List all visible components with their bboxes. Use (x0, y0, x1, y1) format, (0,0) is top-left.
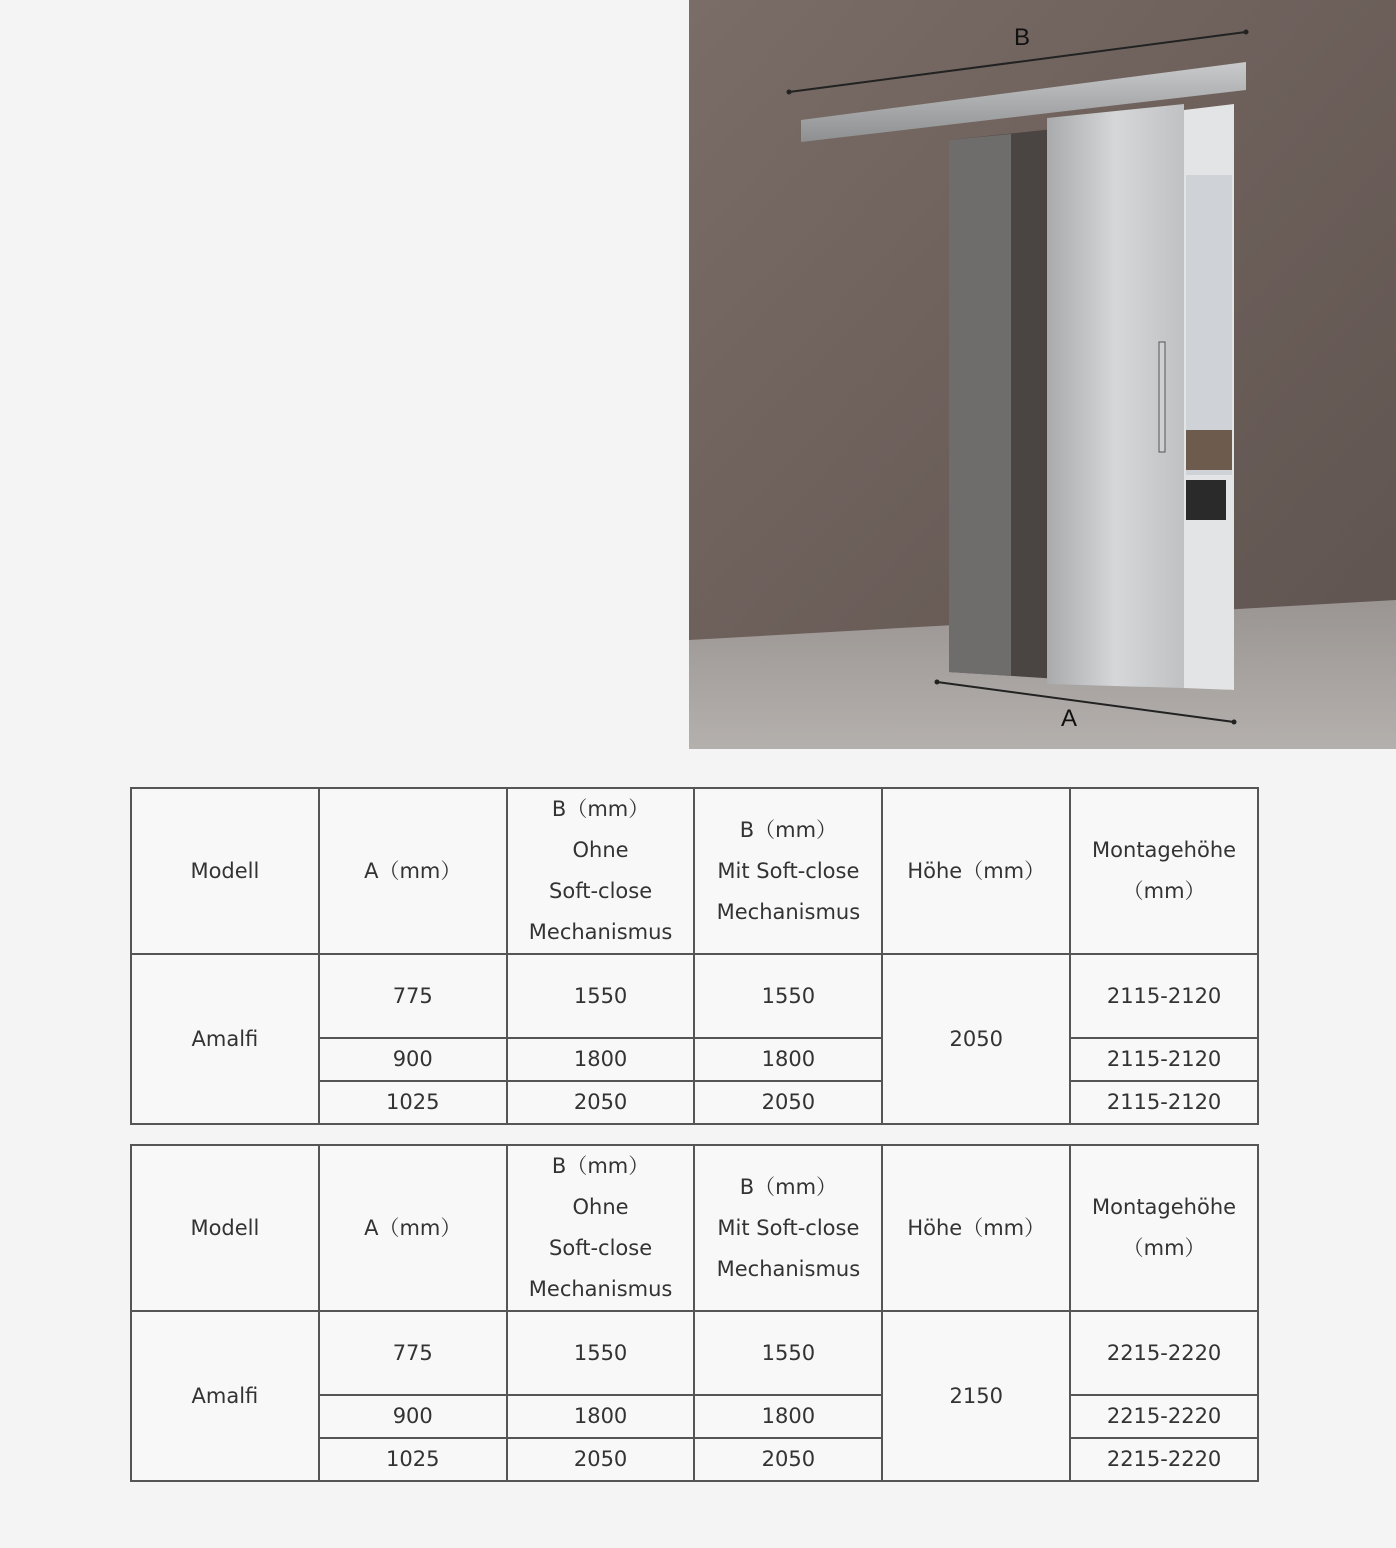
cell-a: 1025 (319, 1081, 507, 1124)
cell-b-ohne: 1800 (507, 1038, 695, 1081)
header-montage: Montagehöhe （mm） (1070, 1145, 1258, 1311)
cell-montage: 2115-2120 (1070, 1081, 1258, 1124)
cell-a: 775 (319, 954, 507, 1038)
table-row (131, 1311, 1258, 1395)
cell-montage: 2215-2220 (1070, 1438, 1258, 1481)
table-header-row (131, 788, 1258, 954)
cell-montage: 2115-2120 (1070, 1038, 1258, 1081)
header-a: A（mm） (319, 1145, 507, 1311)
cell-hoehe: 2150 (882, 1311, 1070, 1481)
sliding-door-illustration (689, 0, 1396, 749)
cell-b-mit: 2050 (694, 1081, 882, 1124)
cell-b-ohne: 1550 (507, 1311, 695, 1395)
table-row (131, 954, 1258, 1038)
dimension-label-b: B (1014, 24, 1031, 51)
cell-b-mit: 1550 (694, 1311, 882, 1395)
header-b-ohne: B（mm） Ohne Soft-close Mechanismus (507, 788, 695, 954)
header-modell: Modell (131, 788, 319, 954)
cell-montage: 2215-2220 (1070, 1311, 1258, 1395)
header-hoehe: Höhe（mm） (882, 788, 1070, 954)
cell-b-mit: 2050 (694, 1438, 882, 1481)
cell-b-ohne: 1800 (507, 1395, 695, 1438)
cell-a: 1025 (319, 1438, 507, 1481)
header-b-mit: B（mm） Mit Soft-close Mechanismus (694, 788, 882, 954)
header-b-ohne: B（mm） Ohne Soft-close Mechanismus (507, 1145, 695, 1311)
product-photo (689, 0, 1396, 749)
dimension-label-a: A (1061, 705, 1078, 732)
header-modell: Modell (131, 1145, 319, 1311)
cell-modell: Amalfi (131, 954, 319, 1124)
cell-modell: Amalfi (131, 1311, 319, 1481)
spec-table-2 (130, 1144, 1259, 1482)
spec-table-1 (130, 787, 1259, 1125)
header-a: A（mm） (319, 788, 507, 954)
table-header-row (131, 1145, 1258, 1311)
header-hoehe: Höhe（mm） (882, 1145, 1070, 1311)
cell-montage: 2215-2220 (1070, 1395, 1258, 1438)
cell-montage: 2115-2120 (1070, 954, 1258, 1038)
cell-a: 775 (319, 1311, 507, 1395)
header-montage: Montagehöhe （mm） (1070, 788, 1258, 954)
cell-a: 900 (319, 1395, 507, 1438)
cell-b-ohne: 2050 (507, 1438, 695, 1481)
cell-b-ohne: 2050 (507, 1081, 695, 1124)
cell-a: 900 (319, 1038, 507, 1081)
cell-b-mit: 1800 (694, 1395, 882, 1438)
cell-b-ohne: 1550 (507, 954, 695, 1038)
cell-hoehe: 2050 (882, 954, 1070, 1124)
cell-b-mit: 1550 (694, 954, 882, 1038)
cell-b-mit: 1800 (694, 1038, 882, 1081)
header-b-mit: B（mm） Mit Soft-close Mechanismus (694, 1145, 882, 1311)
